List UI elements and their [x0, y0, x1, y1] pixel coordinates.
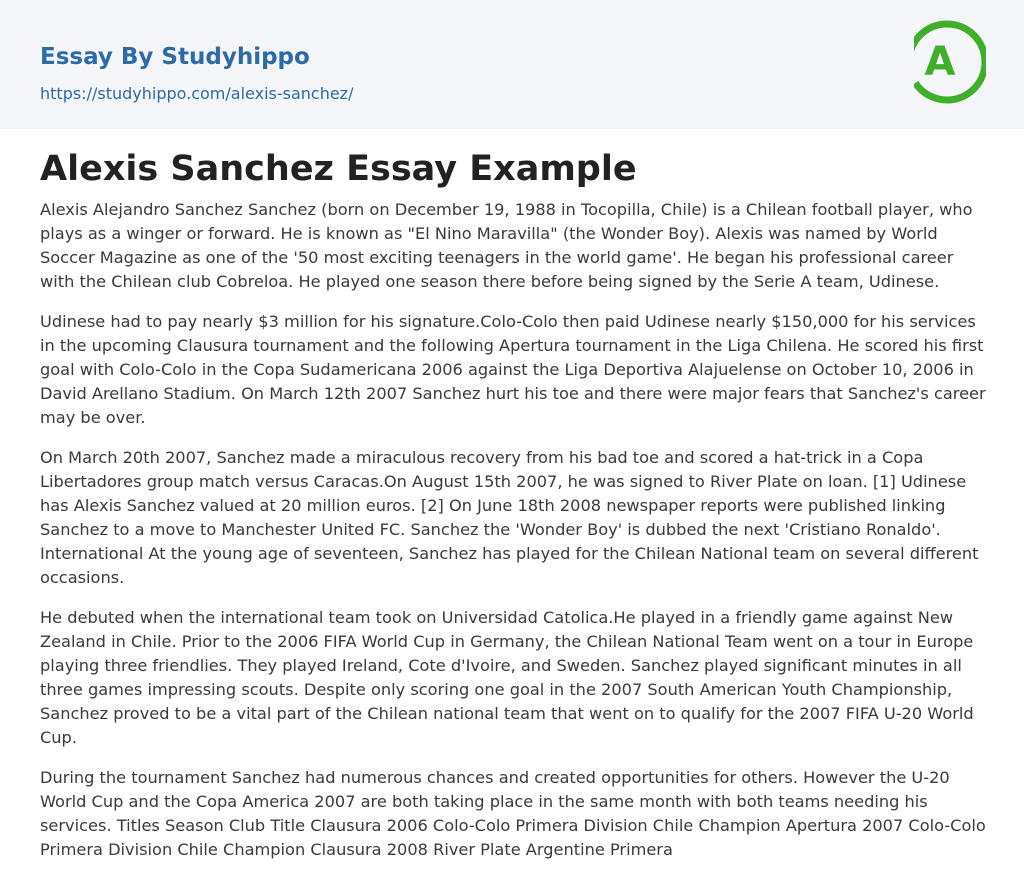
page-title: Alexis Sanchez Essay Example — [40, 149, 637, 189]
essay-paragraph-2: Udinese had to pay nearly $3 million for his signature.Colo-Colo then paid Udinese nearly $150,000 for his services in the upcoming Clausura tournament and the following Apertura tournament in the Liga Chilena. He scored his first goal with Colo-Colo in the Copa Sudamericana 2006 against the Liga Deportiva Alajuelense on October 10, 2006 in David Arellano Stadium. On March 12th 2007 Sanchez hurt his toe and there were major fears that Sanchez's career may be over. — [40, 312, 986, 427]
site-brand[interactable]: Essay By Studyhippo — [40, 44, 310, 70]
studyhippo-logo-icon[interactable] — [914, 20, 986, 106]
page-url-link[interactable]: https://studyhippo.com/alexis-sanchez/ — [40, 84, 354, 103]
essay-paragraph-5: During the tournament Sanchez had numerous chances and created opportunities for others. However the U-20 World Cup and the Copa America 2007 are both taking place in the same month with both teams needing his services. Titles Season Club Title Clausura 2006 Colo-Colo Primera Division Chile Champion Apertura 2007 Colo-Colo Primera Division Chile Champion Clausura 2008 River Plate Argentine Primera — [40, 768, 986, 859]
essay-content — [40, 146, 986, 878]
essay-paragraph-3: On March 20th 2007, Sanchez made a miraculous recovery from his bad toe and scored a hat-trick in a Copa Libertadores group match versus Caracas.On August 15th 2007, he was signed to River Plate on loan. [1] Udinese has Alexis Sanchez valued at 20 million euros. [2] On June 18th 2008 newspaper reports were published linking Sanchez to a move to Manchester United FC. Sanchez the 'Wonder Boy' is dubbed the next 'Cristiano Ronaldo'. International At the young age of seventeen, Sanchez has played for the Chilean National team on several different occasions. — [40, 448, 979, 587]
essay-paragraph-4: He debuted when the international team took on Universidad Catolica.He played in a friendly game against New Zealand in Chile. Prior to the 2006 FIFA World Cup in Germany, the Chilean National Team went on a tour in Europe playing three friendlies. They played Ireland, Cote d'Ivoire, and Sweden. Sanchez played significant minutes in all three games impressing scouts. Despite only scoring one goal in the 2007 South American Youth Championship, Sanchez proved to be a vital part of the Chilean national team that went on to qualify for the 2007 FIFA U-20 World Cup. — [40, 608, 974, 747]
logo-letter: A — [924, 39, 956, 85]
essay-paragraph-1: Alexis Alejandro Sanchez Sanchez (born on December 19, 1988 in Tocopilla, Chile) is a Chilean football player, who plays as a winger or forward. He is known as "El Nino Maravilla" (the Wonder Boy). Alexis was named by World Soccer Magazine as one of the '50 most exciting teenagers in the world game'. He began his professional career with the Chilean club Cobreloa. He played one season there before being signed by the Serie A team, Udinese. — [40, 200, 973, 291]
site-header — [0, 0, 1024, 129]
